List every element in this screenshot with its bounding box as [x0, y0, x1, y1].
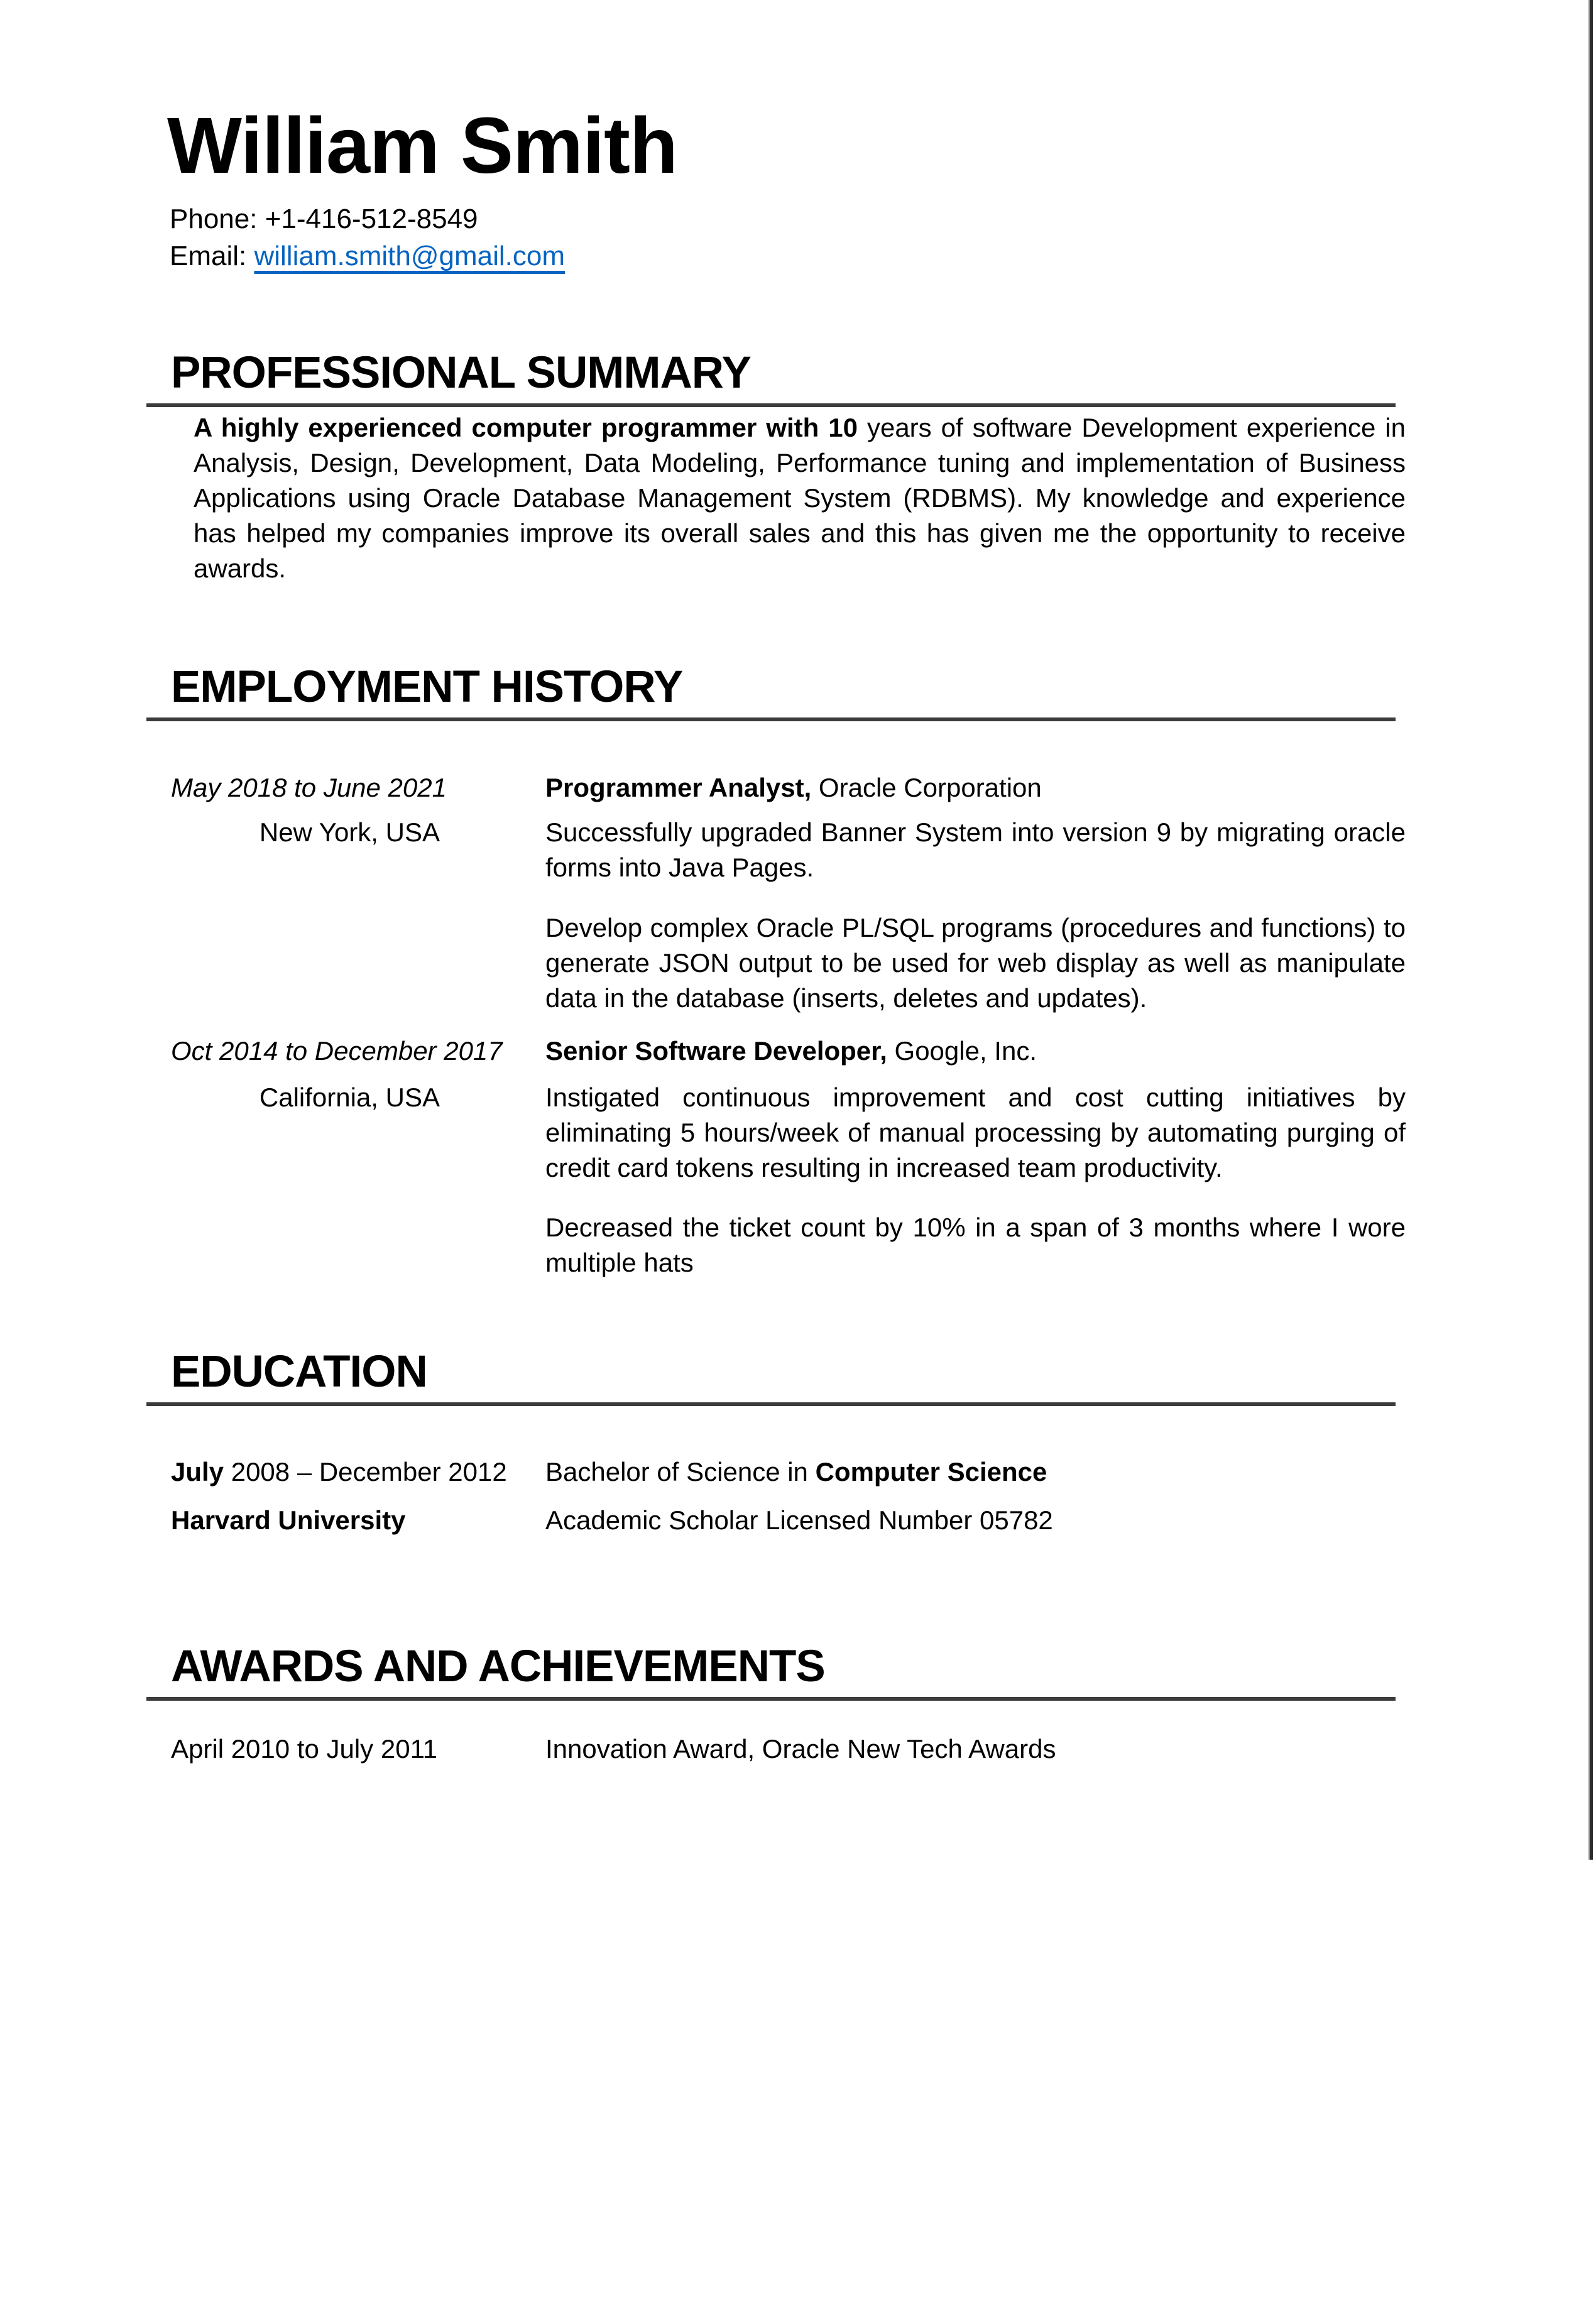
education-scholar-text: Academic Scholar Licensed Number 05782: [545, 1505, 1053, 1535]
education-row-2: [171, 1503, 1406, 1538]
contact-block: [170, 200, 565, 275]
education-row-1: [171, 1454, 1406, 1490]
page-right-edge: [1588, 0, 1593, 1860]
summary-paragraph: [194, 410, 1406, 586]
job1-role: Programmer Analyst,: [545, 773, 812, 802]
phone-label: Phone:: [170, 204, 265, 234]
email-label: Email:: [170, 241, 254, 271]
education-scholar-line: [545, 1503, 1406, 1538]
email-link[interactable]: william.smith@gmail.com: [254, 241, 565, 271]
job1-paragraph-1: Successfully upgraded Banner System into version 9 by migrating oracle forms into Java Pages.: [545, 817, 1406, 882]
job2-paragraph-1: Instigated continuous improvement and cost cutting initiatives by eliminating 5 hours/week of manual processing by automating purging of credit card tokens resulting in increased team productivity.: [545, 1083, 1406, 1182]
job1-spacer-cell: [171, 910, 440, 1016]
job2-dates: Oct 2014 to December 2017: [171, 1036, 503, 1066]
award-dates: April 2010 to July 2011: [171, 1734, 438, 1764]
job2-role: Senior Software Developer,: [545, 1036, 887, 1066]
award-row-1: [171, 1732, 1406, 1767]
email-line: [170, 237, 565, 275]
job1-company: Oracle Corporation: [811, 773, 1042, 802]
section-heading-awards: AWARDS AND ACHIEVEMENTS: [146, 1644, 1396, 1701]
job2-body-row-2: [171, 1210, 1406, 1280]
phone-value: +1-416-512-8549: [265, 204, 478, 234]
phone-line: [170, 200, 565, 237]
job1-title: [545, 770, 1406, 805]
resume-name: William Smith: [167, 101, 677, 190]
job2-company: Google, Inc.: [887, 1036, 1037, 1066]
section-heading-education: EDUCATION: [146, 1350, 1396, 1406]
job1-body-row-2: [171, 910, 1406, 1016]
education-school-name: Harvard University: [171, 1505, 406, 1535]
section-heading-employment-history: EMPLOYMENT HISTORY: [146, 665, 1396, 721]
education-school: [171, 1503, 440, 1538]
job2-spacer-cell: [171, 1210, 440, 1280]
job1-dates: May 2018 to June 2021: [171, 773, 447, 802]
job1-body-row-1: [171, 815, 1406, 885]
summary-lead-bold: A highly experienced computer programmer with 10: [194, 413, 858, 442]
job2-title-row: [171, 1034, 1406, 1069]
summary-body: years of software Development experience in Analysis, Design, Development, Data Modeling, Performance tuning and implementation of Business Applications using Oracle Database Management System (RDBMS). My knowledge and experience has helped my companies improve its overall sales and this has given me the opportunity to receive awards.: [194, 413, 1406, 583]
education-dates-bold: July: [171, 1457, 224, 1486]
job2-title: [545, 1034, 1406, 1069]
job1-title-row: [171, 770, 1406, 805]
education-degree: [545, 1454, 1406, 1490]
award-text: Innovation Award, Oracle New Tech Awards: [545, 1734, 1056, 1764]
job2-paragraph-2: Decreased the ticket count by 10% in a span of 3 months where I wore multiple hats: [545, 1213, 1406, 1277]
education-degree-major: Computer Science: [815, 1457, 1047, 1486]
job2-body-row-1: [171, 1080, 1406, 1186]
job1-location: New York, USA: [259, 817, 440, 847]
section-heading-professional-summary: PROFESSIONAL SUMMARY: [146, 351, 1396, 407]
education-dates-rest: 2008 – December 2012: [224, 1457, 507, 1486]
job1-paragraph-2: Develop complex Oracle PL/SQL programs (procedures and functions) to generate JSON output to be used for web display as well as manipulate data in the database (inserts, deletes and updates).: [545, 913, 1406, 1013]
education-degree-prefix: Bachelor of Science in: [545, 1457, 816, 1486]
job2-location: California, USA: [259, 1083, 440, 1112]
education-dates: [171, 1454, 507, 1490]
